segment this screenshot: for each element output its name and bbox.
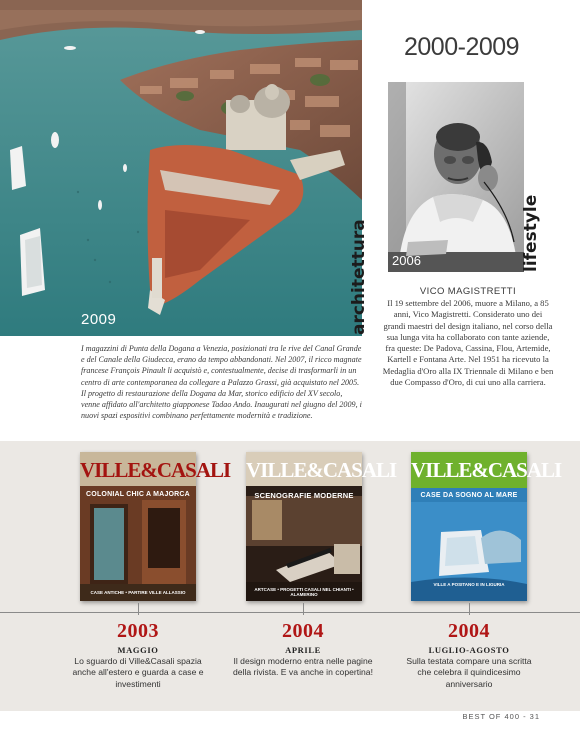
milestone-description: Il design moderno entra nelle pagine della rivista. E va anche in copertina! [233,656,373,678]
bio-text: Il 19 settembre del 2006, muore a Milano, a 85 anni, Vico Magistretti. Considerato uno dei grandi maestri del design italiano, nel corso della sua lunga vita ha collaborato con tante aziende, fra queste: De Padova, Cassina, Flou, Artemide, Kartell e Fontana Arte. Nel 1951 ha ricevuto la Medaglia d'Oro alla IX Triennale di Milano e ben due Compasso d'Oro, di cui uno alla carriera. [382,298,554,388]
cover-masthead: VILLE&CASALI [80,458,231,482]
decade-title: 2000-2009 [404,33,520,61]
venice-caption: I magazzini di Punta della Dogana a Venezia, posizionati tra le rive del Canal Grande e del Canale della Giudecca, erano da tempo abbandonati. Nel 2007, il ricco magnate francese François Pinault li acquistò e, contestualmente, decise di trasformarli in un centro di arte contemporanea da collegare a Palazzo Grassi, già acquistato nel 2005. Il progetto di restaurazione della Dogana da Mar, storico edificio del XV secolo, venne affidato all'architetto giapponese Tadao Ando. Inaugurati nel giugno del 2009, i nuovi spazi espositivi combinano perfettamente modernità e tradizione. [81,344,362,421]
cover-masthead: VILLE&CASALI [411,458,562,482]
bio-name: VICO MAGISTRETTI [419,286,517,297]
timeline-tick [303,603,304,615]
cover-2004-summer [411,452,562,601]
architettura-section-label: architettura [349,219,369,335]
milestone-2004-summer [399,620,539,690]
cover-footer: CASE ANTICHE • PARTIRE VILLE ALLASSIO [90,590,186,595]
timeline-tick [138,603,139,615]
cover-headline: CASE DA SOGNO AL MARE [420,492,518,499]
timeline-tick [469,603,470,615]
cover-headline: SCENOGRAFIE MODERNE [254,491,354,500]
milestone-description: Lo sguardo di Ville&Casali spazia anche all'estero e guarda a case e investimenti [72,656,204,689]
milestone-month: LUGLIO-AGOSTO [428,645,510,655]
venice-aerial-photo [0,0,362,336]
venice-year-badge: 2009 [81,311,117,328]
timeline-line [0,612,580,613]
cover-footer: ARTCASE • PROGETTI CASALI NEL CHIANTI • ALAMERINO [254,587,354,597]
cover-2003 [80,452,231,601]
milestone-year: 2004 [282,620,324,642]
lifestyle-section-label: lifestyle [521,194,541,272]
magistretti-portrait-photo [388,82,524,272]
milestone-2003 [68,620,208,690]
milestone-year: 2003 [117,620,159,642]
cover-masthead: VILLE&CASALI [246,458,397,482]
milestone-month: MAGGIO [117,645,159,655]
portrait-year-badge: 2006 [392,253,421,268]
page-folio: BEST OF 400 - 31 [462,712,540,721]
milestone-year: 2004 [448,620,490,642]
milestone-month: APRILE [285,645,321,655]
cover-2004-april [246,452,397,601]
cover-headline: COLONIAL CHIC A MAJORCA [86,491,190,498]
milestone-description: Sulla testata compare una scritta che celebra il quindicesimo anniversario [406,656,532,689]
milestone-2004-april [233,620,373,679]
cover-footer: VILLE A POSITANO E IN LIGURIA [433,582,505,587]
